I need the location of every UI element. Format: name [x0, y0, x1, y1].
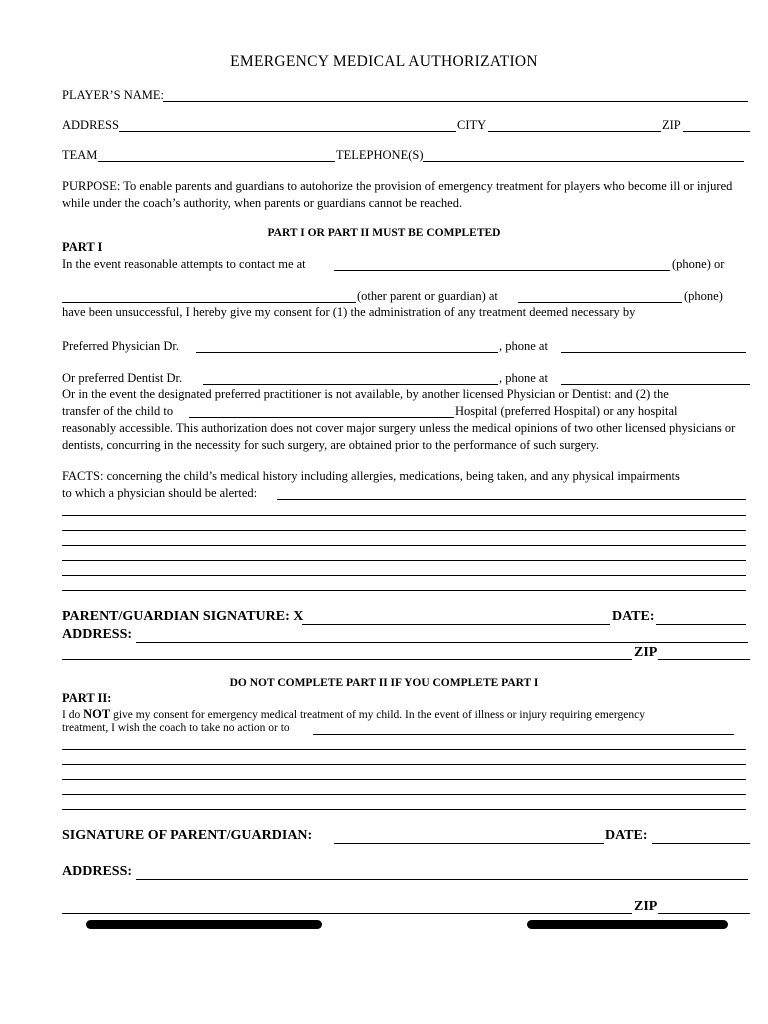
physician-field[interactable] — [196, 352, 498, 353]
other-parent-field[interactable] — [62, 302, 356, 303]
facts-text-2: to which a physician should be alerted: — [62, 486, 258, 500]
physician-label: Preferred Physician Dr. — [62, 339, 179, 353]
dentist-phone-field[interactable] — [561, 384, 750, 385]
must-complete-heading: PART I OR PART II MUST BE COMPLETED — [267, 227, 501, 239]
do-not-complete-heading: DO NOT COMPLETE PART II IF YOU COMPLETE PART I — [229, 677, 539, 689]
phone-text: (phone) — [684, 289, 723, 303]
contact-phone-field[interactable] — [334, 270, 670, 271]
part2-signature-label: SIGNATURE OF PARENT/GUARDIAN: — [62, 828, 313, 843]
dentist-label: Or preferred Dentist Dr. — [62, 371, 183, 385]
facts-line[interactable] — [62, 515, 746, 516]
part2-address-label: ADDRESS: — [62, 864, 133, 879]
address-field[interactable] — [119, 131, 456, 132]
parent-zip-label: ZIP — [634, 645, 658, 660]
telephone-label: TELEPHONE(S) — [336, 148, 424, 162]
part2-date-label: DATE: — [605, 828, 648, 843]
part2-line[interactable] — [62, 764, 746, 765]
part1-heading: PART I — [62, 240, 103, 254]
reasonably-text: reasonably accessible. This authorization does not cover major surgery unless the medical opinions of two other licensed physicians or dentists, concurring in the necessity for such surgery, are obtained prior to the performance of such surgery. — [62, 421, 736, 452]
facts-line[interactable] — [62, 590, 746, 591]
part2-consent-text: I do NOT give my consent for emergency medical treatment of my child. In the event of illness or injury requiring emergency — [62, 707, 645, 721]
phone-or-text: (phone) or — [672, 257, 725, 271]
transfer-label: transfer of the child to — [62, 404, 174, 418]
parent-date-field[interactable] — [656, 624, 746, 625]
practitioner-text: Or in the event the designated preferred practitioner is not available, by another licensed Physician or Dentist: and (2) the — [62, 387, 669, 401]
part2-line[interactable] — [62, 809, 746, 810]
city-field[interactable] — [488, 131, 661, 132]
team-field[interactable] — [98, 161, 335, 162]
part2-heading: PART II: — [62, 691, 112, 705]
hospital-text: Hospital (preferred Hospital) or any hospital — [455, 404, 678, 418]
parent-signature-field[interactable] — [302, 624, 610, 625]
parent-date-label: DATE: — [612, 609, 655, 624]
redaction-bar — [527, 920, 728, 929]
zip-label: ZIP — [662, 118, 681, 132]
facts-text: FACTS: concerning the child’s medical history including allergies, medications, being taken, and any physical impairments — [62, 469, 680, 483]
parent-address-field[interactable] — [136, 642, 748, 643]
other-parent-phone-field[interactable] — [518, 302, 682, 303]
parent-signature-label: PARENT/GUARDIAN SIGNATURE: X — [62, 609, 304, 624]
part2-line[interactable] — [62, 794, 746, 795]
part2-zip-field[interactable] — [658, 913, 750, 914]
parent-address-label: ADDRESS: — [62, 627, 133, 642]
facts-line[interactable] — [62, 575, 746, 576]
address-label: ADDRESS — [62, 118, 119, 132]
dentist-field[interactable] — [203, 384, 498, 385]
facts-line[interactable] — [62, 560, 746, 561]
physician-phone-field[interactable] — [561, 352, 746, 353]
parent-zip-field[interactable] — [658, 659, 750, 660]
part2-action-field[interactable] — [313, 734, 734, 735]
part2-line[interactable] — [62, 749, 746, 750]
hospital-field[interactable] — [189, 417, 454, 418]
city-label: CITY — [457, 118, 487, 132]
page-title: EMERGENCY MEDICAL AUTHORIZATION — [230, 53, 538, 70]
facts-line[interactable] — [62, 545, 746, 546]
players-name-field[interactable] — [163, 101, 748, 102]
redaction-bar — [86, 920, 322, 929]
facts-field[interactable] — [277, 499, 746, 500]
facts-line[interactable] — [62, 530, 746, 531]
part2-date-field[interactable] — [652, 843, 750, 844]
other-parent-text: (other parent or guardian) at — [357, 289, 498, 303]
players-name-label: PLAYER’S NAME: — [62, 88, 164, 102]
physician-phone-label: , phone at — [499, 339, 548, 353]
team-label: TEAM — [62, 148, 98, 162]
contact-text: In the event reasonable attempts to contact me at — [62, 257, 306, 271]
zip-field[interactable] — [683, 131, 750, 132]
part2-line[interactable] — [62, 779, 746, 780]
parent-address-field-2[interactable] — [62, 659, 632, 660]
not-emphasis: NOT — [83, 707, 111, 721]
part2-signature-field[interactable] — [334, 843, 604, 844]
telephone-field[interactable] — [423, 161, 744, 162]
dentist-phone-label: , phone at — [499, 371, 548, 385]
unsuccessful-text: have been unsuccessful, I hereby give my consent for (1) the administration of any treatment deemed necessary by — [62, 305, 636, 319]
purpose-text: PURPOSE: To enable parents and guardians to autohorize the provision of emergency treatment for players who become ill or injured while under the coach’s authority, when parents or guardians cannot be reached. — [62, 179, 733, 210]
part2-address-field-2[interactable] — [62, 913, 632, 914]
part2-zip-label: ZIP — [634, 899, 658, 914]
part2-address-field[interactable] — [136, 879, 748, 880]
part2-treatment-text: treatment, I wish the coach to take no action or to — [62, 722, 290, 734]
